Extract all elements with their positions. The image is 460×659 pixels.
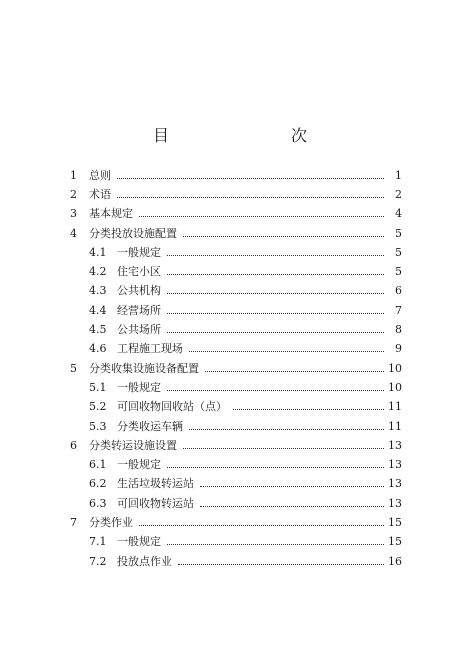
toc-entry (70, 262, 402, 281)
dot-leader (117, 177, 384, 179)
dot-leader (189, 428, 384, 430)
toc-entry-label: 分类收运车辆 (117, 419, 183, 433)
dot-leader (167, 254, 384, 256)
toc-entry-page: 5 (395, 226, 402, 240)
toc-entry (70, 513, 402, 532)
toc-entry (70, 282, 402, 301)
dot-leader (167, 466, 384, 468)
toc-entry-page: 11 (388, 419, 402, 433)
dot-leader (178, 563, 384, 565)
table-of-contents (70, 166, 402, 571)
toc-entry-page: 8 (395, 323, 402, 337)
toc-entry-label: 一般规定 (117, 458, 161, 472)
toc-entry-page: 4 (395, 207, 402, 221)
toc-entry-number: 4.6 (89, 342, 107, 356)
toc-entry (70, 475, 402, 494)
toc-entry-page: 5 (395, 265, 402, 279)
toc-entry-number: 1 (70, 168, 77, 182)
toc-entry (70, 359, 402, 378)
toc-entry-label: 住宅小区 (117, 265, 161, 279)
toc-entry-number: 6.3 (89, 496, 107, 510)
toc-entry-page: 13 (388, 477, 402, 491)
toc-entry-number: 7.2 (89, 554, 107, 568)
dot-leader (205, 370, 384, 372)
dot-leader (139, 215, 384, 217)
toc-entry-number: 3 (70, 207, 77, 221)
toc-entry-label: 分类转运设施设置 (89, 438, 177, 452)
dot-leader (167, 331, 384, 333)
toc-entry (70, 340, 402, 359)
dot-leader (233, 408, 384, 410)
toc-entry-label: 经营场所 (117, 303, 161, 317)
toc-entry-page: 1 (395, 168, 402, 182)
toc-entry-label: 公共场所 (117, 323, 161, 337)
toc-entry-page: 10 (388, 380, 402, 394)
toc-entry-label: 生活垃圾转运站 (117, 477, 194, 491)
dot-leader (167, 292, 384, 294)
toc-entry-label: 可回收物回收站（点） (117, 400, 227, 414)
toc-entry-number: 7 (70, 515, 77, 529)
dot-leader (189, 350, 384, 352)
toc-entry (70, 494, 402, 513)
toc-entry-page: 13 (388, 496, 402, 510)
toc-entry-number: 7.1 (89, 535, 107, 549)
toc-entry-page: 2 (395, 187, 402, 201)
toc-entry (70, 378, 402, 397)
toc-entry-number: 4.5 (89, 323, 107, 337)
toc-entry (70, 436, 402, 455)
toc-entry-label: 分类收集设施设备配置 (89, 361, 199, 375)
dot-leader (117, 196, 384, 198)
toc-entry (70, 455, 402, 474)
toc-entry-number: 6.2 (89, 477, 107, 491)
toc-entry-number: 5 (70, 361, 77, 375)
toc-entry-page: 15 (388, 535, 402, 549)
toc-entry-page: 15 (388, 515, 402, 529)
toc-entry (70, 166, 402, 185)
toc-entry-label: 总则 (89, 168, 111, 182)
toc-entry-page: 9 (395, 342, 402, 356)
toc-entry-label: 分类投放设施配置 (89, 226, 177, 240)
dot-leader (167, 543, 384, 545)
toc-entry-label: 一般规定 (117, 245, 161, 259)
dot-leader (183, 447, 384, 449)
dot-leader (167, 312, 384, 314)
toc-entry (70, 301, 402, 320)
toc-entry-label: 工程施工现场 (117, 342, 183, 356)
toc-entry-label: 一般规定 (117, 380, 161, 394)
dot-leader (167, 389, 384, 391)
toc-entry-page: 13 (388, 438, 402, 452)
toc-entry-page: 16 (388, 554, 402, 568)
toc-entry (70, 320, 402, 339)
toc-entry-page: 13 (388, 458, 402, 472)
toc-entry (70, 417, 402, 436)
toc-entry-number: 6.1 (89, 458, 107, 472)
toc-entry-label: 基本规定 (89, 207, 133, 221)
toc-entry (70, 398, 402, 417)
dot-leader (139, 524, 384, 526)
toc-entry-page: 11 (388, 400, 402, 414)
toc-entry-number: 6 (70, 438, 77, 452)
dot-leader (200, 505, 384, 507)
dot-leader (183, 235, 384, 237)
toc-entry-number: 5.2 (89, 400, 107, 414)
toc-entry-number: 5.1 (89, 380, 107, 394)
toc-entry-page: 7 (395, 303, 402, 317)
toc-entry-number: 4 (70, 226, 77, 240)
toc-entry-page: 10 (388, 361, 402, 375)
toc-entry-label: 投放点作业 (117, 554, 172, 568)
toc-entry-label: 公共机构 (117, 284, 161, 298)
toc-entry (70, 533, 402, 552)
toc-entry-number: 4.2 (89, 265, 107, 279)
toc-entry (70, 185, 402, 204)
toc-entry (70, 552, 402, 571)
toc-entry-number: 4.4 (89, 303, 107, 317)
toc-entry (70, 224, 402, 243)
toc-entry-page: 6 (395, 284, 402, 298)
dot-leader (200, 485, 384, 487)
toc-entry-number: 4.1 (89, 245, 107, 259)
toc-entry-number: 5.3 (89, 419, 107, 433)
toc-entry-label: 术语 (89, 187, 111, 201)
dot-leader (167, 273, 384, 275)
toc-entry-label: 一般规定 (117, 535, 161, 549)
toc-entry (70, 205, 402, 224)
toc-entry-number: 4.3 (89, 284, 107, 298)
toc-title: 目 次 (152, 126, 337, 145)
toc-entry (70, 243, 402, 262)
toc-entry-page: 5 (395, 245, 402, 259)
toc-entry-number: 2 (70, 187, 77, 201)
toc-entry-label: 分类作业 (89, 515, 133, 529)
toc-entry-label: 可回收物转运站 (117, 496, 194, 510)
